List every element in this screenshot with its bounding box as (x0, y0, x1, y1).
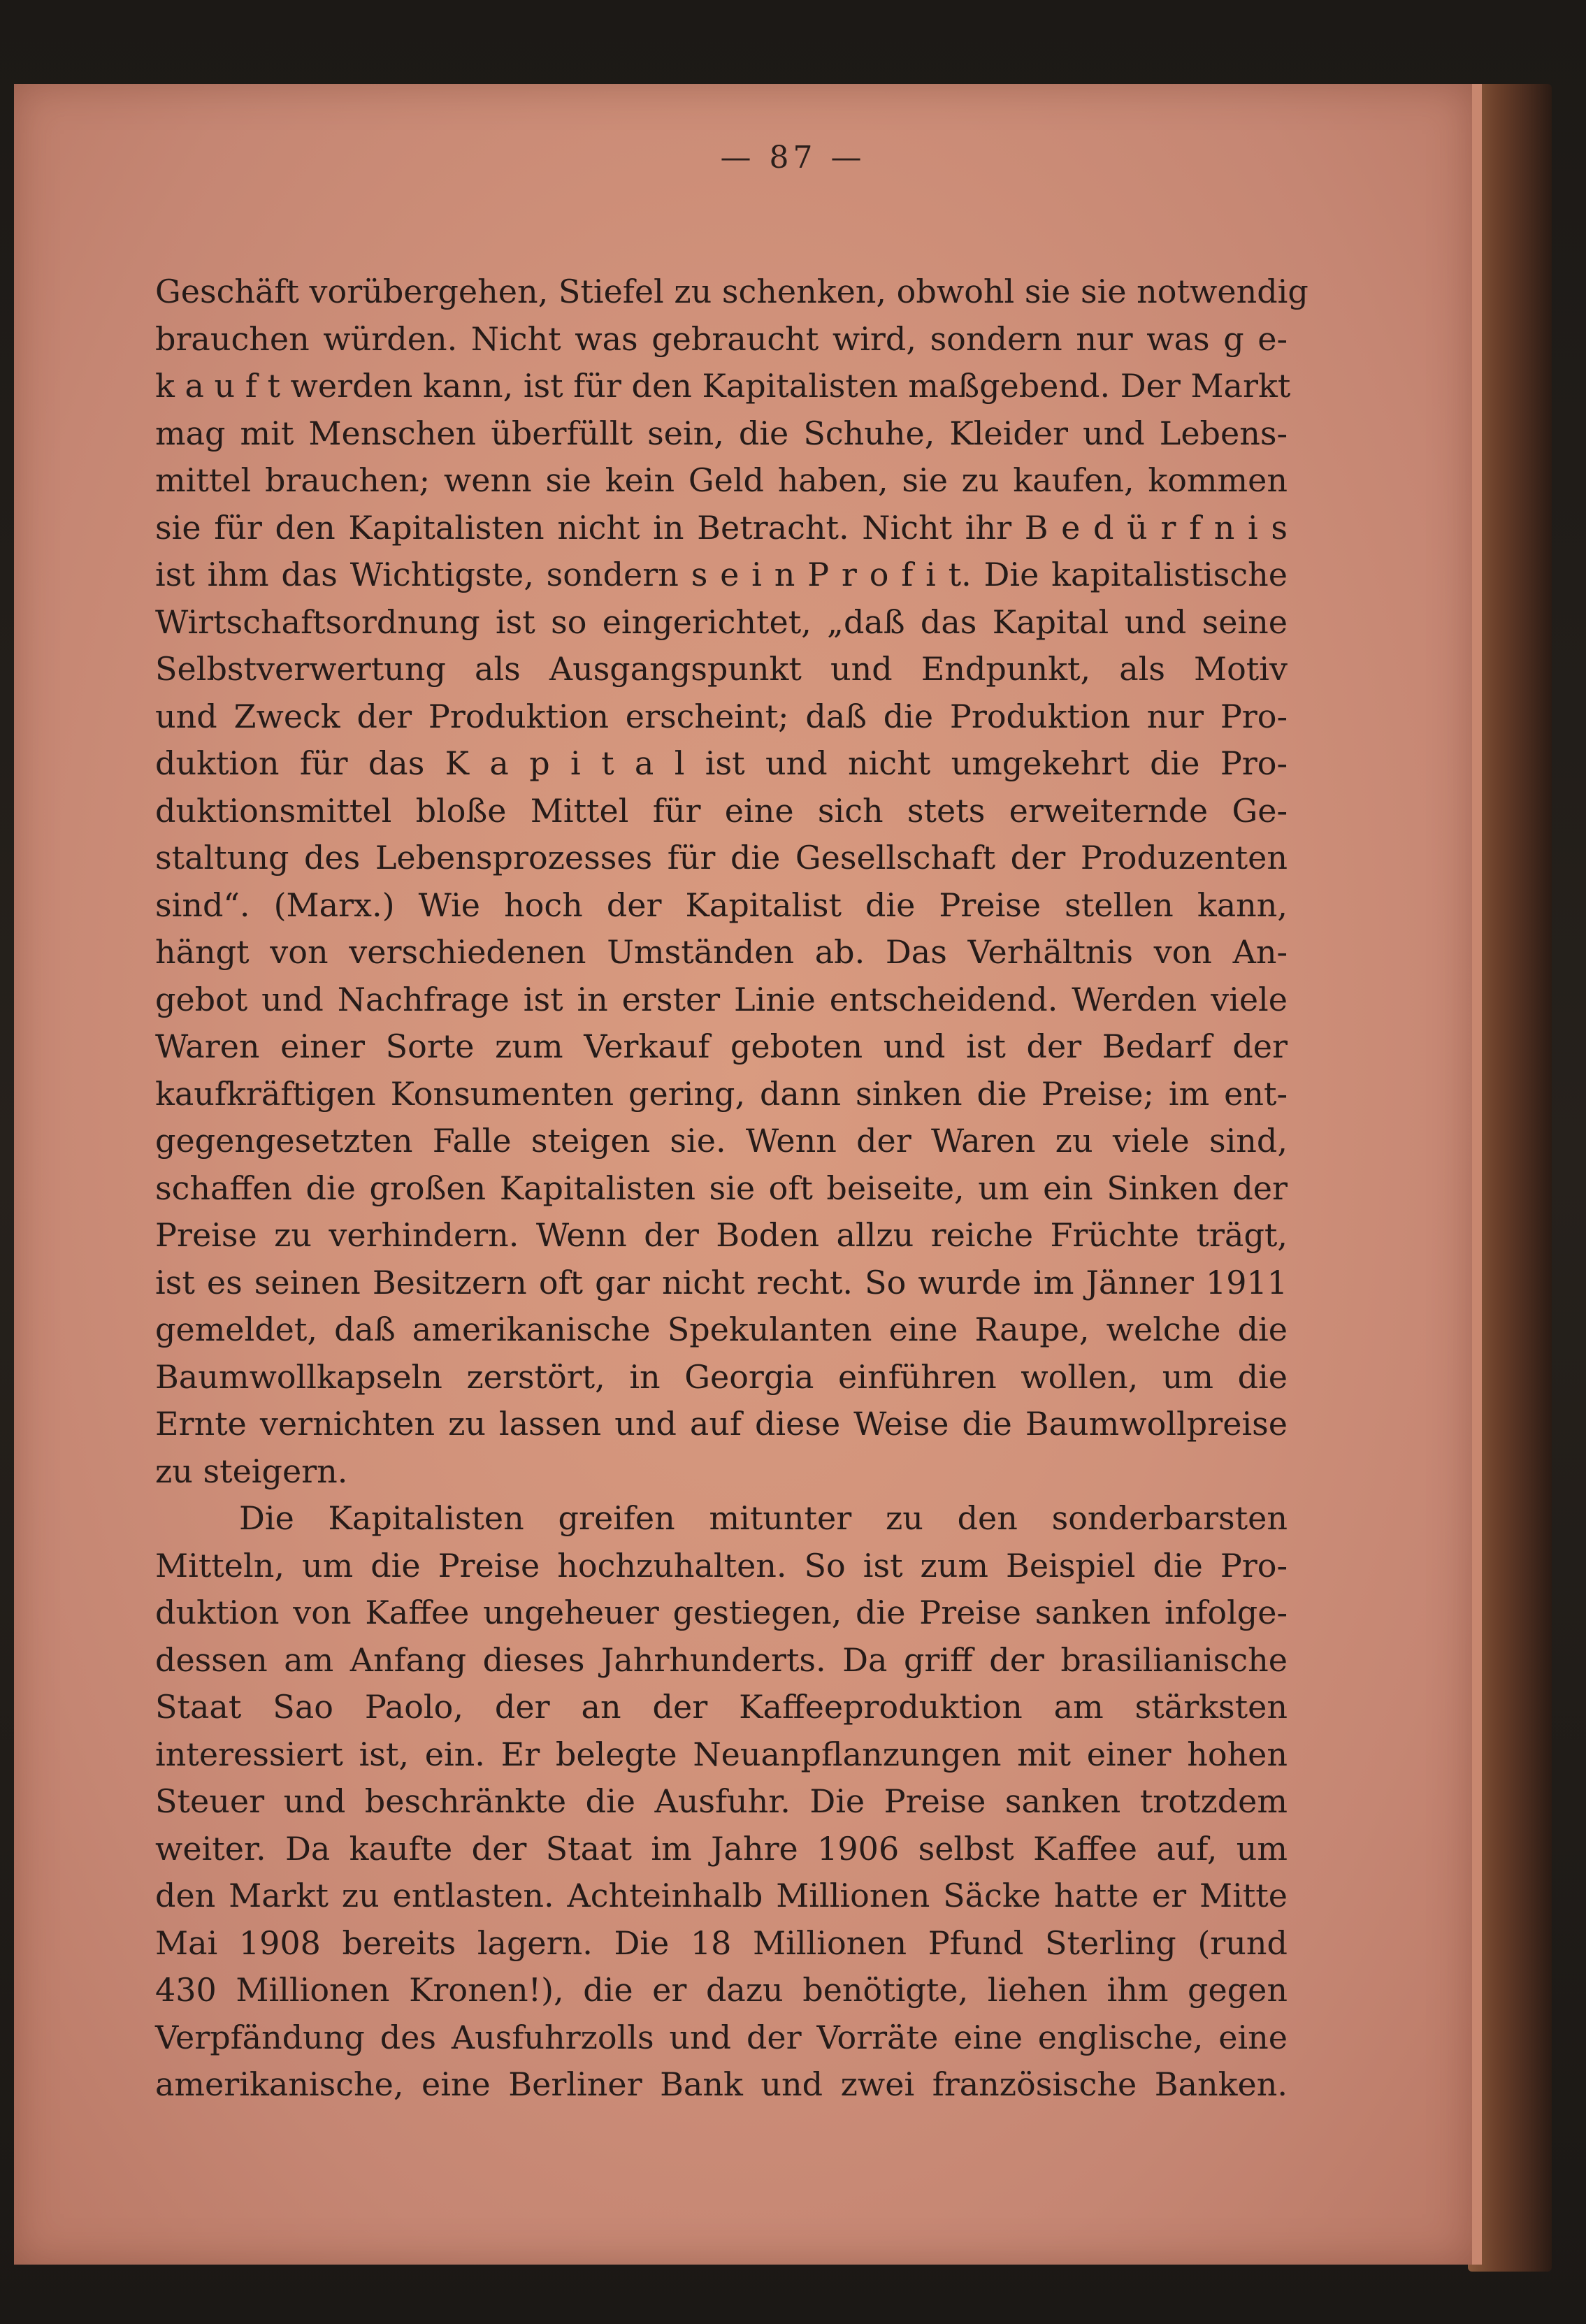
text-line: den Markt zu entlasten. Achteinhalb Millionen Säcke hatte er Mitte (155, 1877, 1288, 1914)
text-line: brauchen würden. Nicht was gebraucht wird, sondern nur was g e- (155, 319, 1288, 358)
text-line: mittel brauchen; wenn sie kein Geld haben, sie zu kaufen, kommen (155, 461, 1288, 499)
text-line: interessiert ist, ein. Er belegte Neuanpflanzungen mit einer hohen (155, 1735, 1288, 1773)
page-number: — 87 — (720, 140, 866, 175)
text-line: hängt von verschiedenen Umständen ab. Das Verhältnis von An- (155, 933, 1288, 971)
text-line: mag mit Menschen überfüllt sein, die Schuhe, Kleider und Lebens- (155, 414, 1288, 452)
text-line: Wirtschaftsordnung ist so eingerichtet, „daß das Kapital und seine (155, 602, 1288, 641)
text-line: amerikanische, eine Berliner Bank und zwei französische Banken. (155, 2065, 1288, 2103)
body-text (155, 268, 1309, 2109)
text-line: gemeldet, daß amerikanische Spekulanten eine Raupe, welche die (155, 1311, 1288, 1348)
text-line: 430 Millionen Kronen!), die er dazu benötigte, liehen ihm gegen (155, 1971, 1288, 2009)
text-line: Preise zu verhindern. Wenn der Boden allzu reiche Früchte trägt, (155, 1216, 1288, 1254)
text-line: ist es seinen Besitzern oft gar nicht recht. So wurde im Jänner 1911 (155, 1263, 1288, 1301)
text-line: Die Kapitalisten greifen mitunter zu den sonderbarsten (239, 1499, 1288, 1537)
text-line: duktion für das K a p i t a l ist und nicht umgekehrt die Pro- (155, 744, 1288, 782)
text-line: Geschäft vorübergehen, Stiefel zu schenken, obwohl sie sie notwendig (155, 273, 1309, 310)
text-line: schaffen die großen Kapitalisten sie oft beiseite, um ein Sinken der (155, 1169, 1288, 1207)
text-line: ist ihm das Wichtigste, sondern s e i n P r o f i t. Die kapitalistische (155, 556, 1288, 593)
text-line: zu steigern. (155, 1452, 348, 1490)
text-line: weiter. Da kaufte der Staat im Jahre 1906 selbst Kaffee auf, um (155, 1829, 1288, 1868)
text-line: k a u f t werden kann, ist für den Kapitalisten maßgebend. Der Markt (155, 367, 1291, 405)
text-line: Ernte vernichten zu lassen und auf diese Weise die Baumwollpreise (155, 1405, 1288, 1443)
text-line: Steuer und beschränkte die Ausfuhr. Die Preise sanken trotzdem (155, 1782, 1288, 1820)
text-line: Mitteln, um die Preise hochzuhalten. So ist zum Beispiel die Pro- (155, 1546, 1288, 1585)
text-line: duktionsmittel bloße Mittel für eine sich stets erweiternde Ge- (155, 791, 1288, 830)
text-line: sind“. (Marx.) Wie hoch der Kapitalist die Preise stellen kann, (155, 886, 1288, 924)
text-line: Baumwollkapseln zerstört, in Georgia einführen wollen, um die (155, 1357, 1288, 1396)
text-line: Selbstverwertung als Ausgangspunkt und Endpunkt, als Motiv (155, 650, 1288, 688)
text-line: und Zweck der Produktion erscheint; daß die Produktion nur Pro- (155, 697, 1288, 735)
text-line: kaufkräftigen Konsumenten gering, dann sinken die Preise; im ent- (155, 1074, 1288, 1113)
text-line: Staat Sao Paolo, der an der Kaffeeproduktion am stärksten (155, 1688, 1288, 1726)
text-line: Verpfändung des Ausfuhrzolls und der Vorräte eine englische, eine (155, 2018, 1288, 2056)
text-line: gegengesetzten Falle steigen sie. Wenn der Waren zu viele sind, (155, 1122, 1288, 1160)
text-line: dessen am Anfang dieses Jahrhunderts. Da griff der brasilianische (155, 1640, 1288, 1679)
text-line: gebot und Nachfrage ist in erster Linie entscheidend. Werden viele (155, 980, 1288, 1018)
text-line: sie für den Kapitalisten nicht in Betracht. Nicht ihr B e d ü r f n i s (155, 508, 1288, 547)
text-line: duktion von Kaffee ungeheuer gestiegen, die Preise sanken infolge- (155, 1594, 1288, 1631)
text-line: Waren einer Sorte zum Verkauf geboten und ist der Bedarf der (155, 1027, 1288, 1065)
text-line: Mai 1908 bereits lagern. Die 18 Millionen Pfund Sterling (rund (155, 1924, 1288, 1962)
text-line: staltung des Lebensprozesses für die Gesellschaft der Produzenten (155, 839, 1288, 876)
